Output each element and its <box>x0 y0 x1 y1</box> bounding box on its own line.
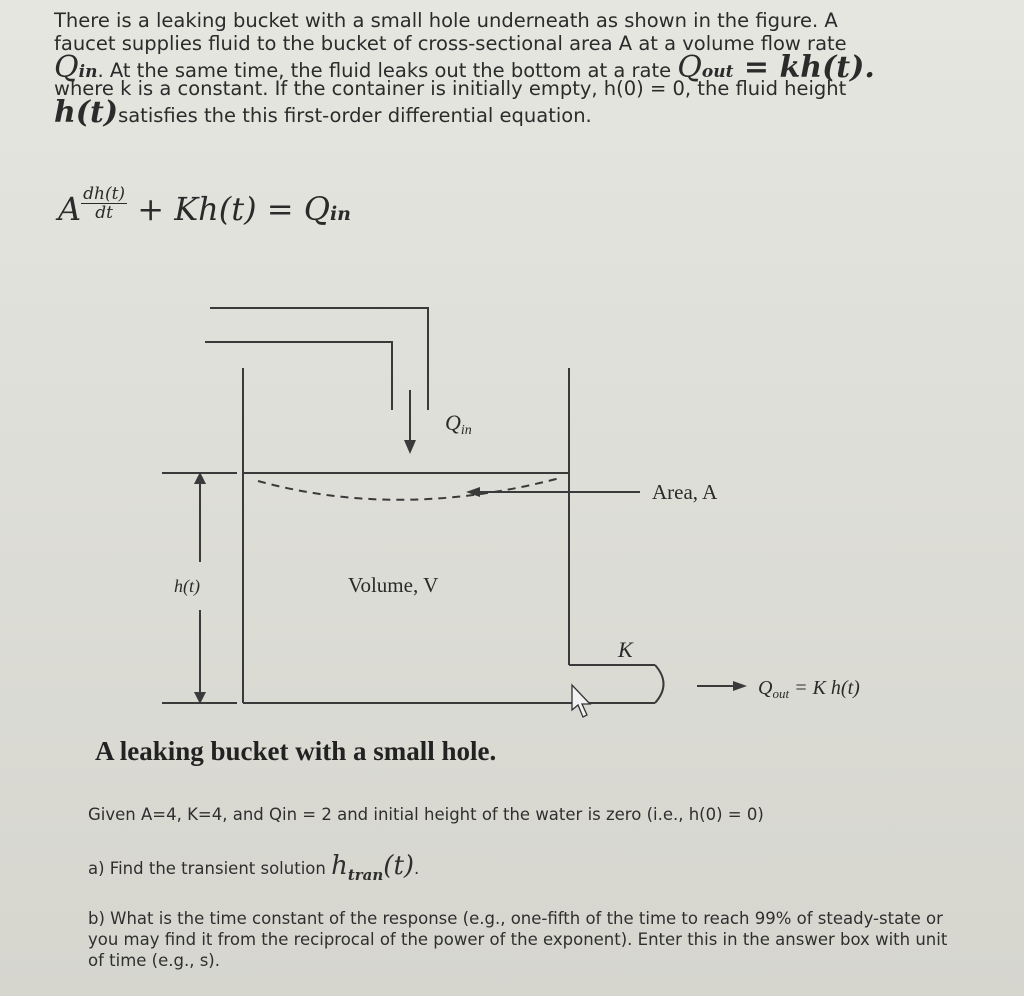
question-a-text: a) Find the transient solution <box>88 859 332 878</box>
fraction-numerator: dh(t) <box>83 184 126 204</box>
qout-symbol: Q <box>677 50 702 85</box>
equation-rest: + Kh(t) = Q <box>127 190 330 228</box>
qout-figure-label: $Q_{out} = K$ h(t) <box>758 677 860 701</box>
inflow-arrowhead <box>404 440 416 454</box>
faucet-pipe-inner <box>205 342 392 410</box>
fraction-denominator: dt <box>95 203 113 223</box>
derivative-fraction <box>81 185 127 222</box>
water-meniscus-dashed <box>258 478 560 500</box>
problem-line-1: There is a leaking bucket with a small hole underneath as shown in the figure. A <box>54 9 838 32</box>
htran-symbol: $h_{tran}(t)$ <box>331 851 415 885</box>
figure-caption: A leaking bucket with a small hole. <box>95 736 497 766</box>
qin-subscript: in <box>78 62 98 82</box>
htran-subscript: tran <box>347 866 384 885</box>
equation-rest-subscript: in <box>329 203 351 225</box>
height-label: h(t) <box>174 576 200 596</box>
question-b: b) What is the time constant of the response (e.g., one-fifth of the time to reach 99% of steady-state or you may find it from the reciprocal of the power of the exponent). Enter this in the answer box with unit of time (e.g., s). <box>88 909 948 970</box>
ht-symbol: h(t) <box>54 95 119 130</box>
qin-figure-label: Qin <box>445 410 472 438</box>
area-label: Area, A <box>652 480 718 504</box>
differential-equation <box>58 184 351 230</box>
problem-line-3-text: . At the same time, the fluid leaks out the bottom at a rate <box>97 59 678 82</box>
outflow-arrowhead <box>733 681 747 691</box>
question-a <box>88 851 420 886</box>
problem-statement <box>54 10 954 128</box>
given-values: Given A=4, K=4, and Qin = 2 and initial height of the water is zero (i.e., h(0) = 0) <box>88 805 764 824</box>
question-a-end: . <box>414 859 420 878</box>
mouse-cursor-icon <box>572 685 590 717</box>
problem-line-5 <box>54 95 954 130</box>
k-label: K <box>618 637 633 662</box>
problem-line-2: faucet supplies fluid to the bucket of cross-sectional area A at a volume flow rate <box>54 31 847 55</box>
qout-subscript: out <box>701 62 734 82</box>
qin-symbol: Q <box>54 50 79 85</box>
problem-line-4: where k is a constant. If the container is initially empty, h(0) = 0, the fluid height <box>54 76 847 100</box>
volume-label: Volume, V <box>348 573 439 597</box>
problem-line-5-text: satisfies the this first-order differential equation. <box>118 104 592 127</box>
qout-rhs: = kh(t). <box>733 50 875 85</box>
outlet-nozzle <box>655 665 664 703</box>
leaking-bucket-figure <box>0 280 1024 760</box>
equation-coefficient: A <box>58 190 82 228</box>
